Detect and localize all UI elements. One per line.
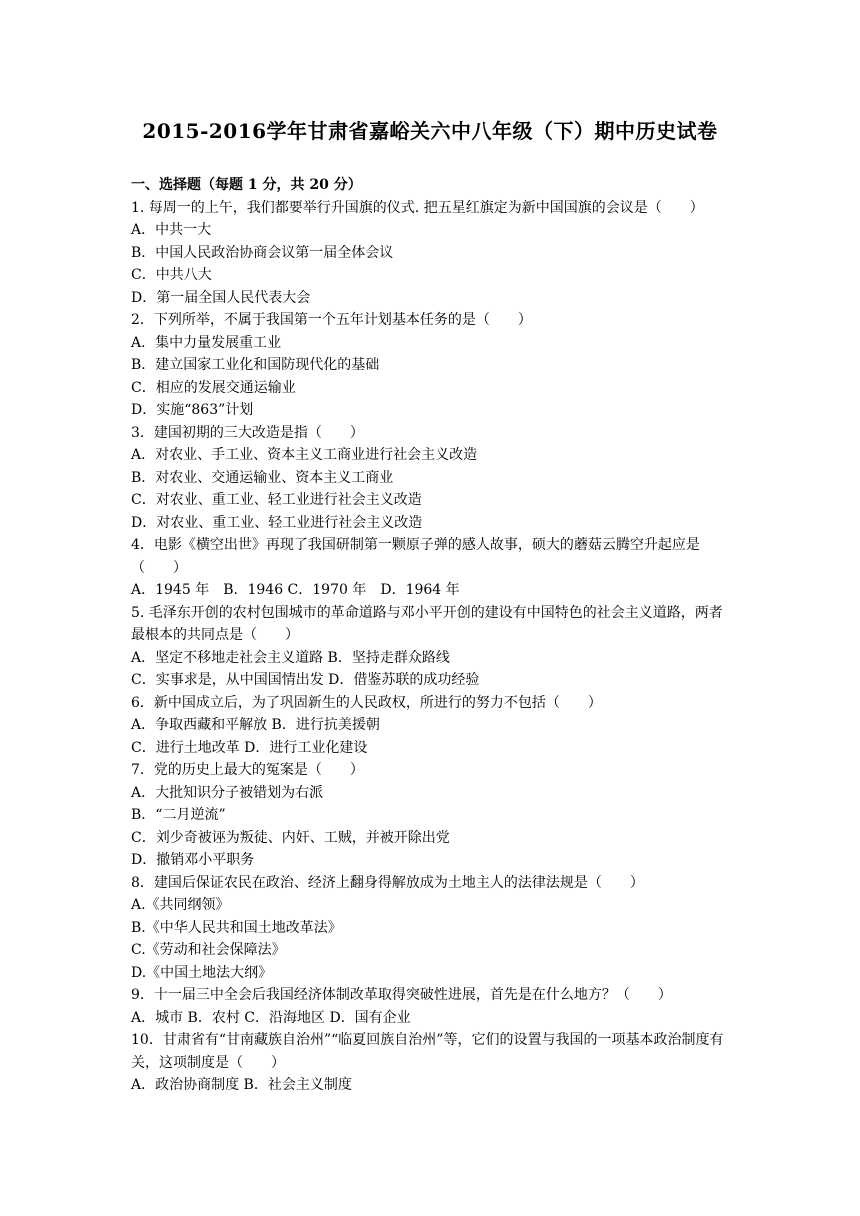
question-7 bbox=[131, 759, 736, 872]
option-c: C.《劳动和社会保障法》 bbox=[131, 942, 286, 958]
question-3 bbox=[131, 422, 736, 535]
question-1 bbox=[131, 197, 736, 310]
option-c: C．中共八大 bbox=[131, 267, 212, 283]
question-stem: 9．十一届三中全会后我国经济体制改革取得突破性进展，首先是在什么地方？（ ） bbox=[131, 987, 672, 1003]
option-c: C．对农业、重工业、轻工业进行社会主义改造 bbox=[131, 492, 422, 508]
option-a: A．对农业、手工业、资本主义工商业进行社会主义改造 bbox=[131, 447, 478, 463]
question-stem: 8．建国后保证农民在政治、经济上翻身得解放成为土地主人的法律法规是（ ） bbox=[131, 874, 644, 891]
question-stem: 3．建国初期的三大改造是指（ ） bbox=[131, 424, 364, 441]
option-row: A．1945 年 B．1946 C．1970 年 D．1964 年 bbox=[131, 582, 460, 598]
option-row-ab: A．坚定不移地走社会主义道路 B．坚持走群众路线 bbox=[131, 649, 450, 666]
option-a: A.《共同纲领》 bbox=[131, 897, 230, 913]
option-d: D．撤销邓小平职务 bbox=[131, 852, 255, 868]
section-heading: 一、选择题（每题 1 分，共 20 分） bbox=[131, 177, 362, 193]
option-d: D．实施“863”计划 bbox=[131, 402, 254, 418]
question-stem: 7．党的历史上最大的冤案是（ ） bbox=[131, 762, 364, 778]
question-4 bbox=[131, 534, 736, 602]
option-c: C．刘少奇被诬为叛徒、内奸、工贼，并被开除出党 bbox=[131, 829, 450, 846]
exam-content bbox=[131, 174, 736, 1097]
option-a: A．大批知识分子被错划为右派 bbox=[131, 784, 324, 801]
option-row: A．城市 B．农村 C．沿海地区 D．国有企业 bbox=[131, 1009, 411, 1026]
question-stem: 6．新中国成立后，为了巩固新生的人民政权，所进行的努力不包括（ ） bbox=[131, 694, 602, 711]
option-a: A．中共一大 bbox=[131, 222, 212, 238]
option-b: B．对农业、交通运输业、资本主义工商业 bbox=[131, 469, 394, 486]
option-b: B．“二月逆流” bbox=[131, 807, 226, 823]
question-5 bbox=[131, 602, 736, 692]
question-2 bbox=[131, 309, 736, 422]
option-b: B.《中华人民共和国土地改革法》 bbox=[131, 919, 342, 936]
option-row-cd: C．实事求是，从中国国情出发 D．借鉴苏联的成功经验 bbox=[131, 672, 480, 688]
question-stem: 4．电影《横空出世》再现了我国研制第一颗原子弹的感人故事，硕大的蘑菇云腾空升起应是（ ） bbox=[131, 537, 700, 576]
option-b: B．建立国家工业化和国防现代化的基础 bbox=[131, 357, 380, 373]
question-stem: 10．甘肃省有“甘南藏族自治州”“临夏回族自治州”等，它们的设置与我国的一项基本政治制度有关，这项制度是（ ） bbox=[131, 1032, 724, 1071]
option-c: C．相应的发展交通运输业 bbox=[131, 379, 296, 396]
question-stem: 2．下列所举，不属于我国第一个五年计划基本任务的是（ ） bbox=[131, 312, 532, 328]
question-stem: 5. 毛泽东开创的农村包围城市的革命道路与邓小平开创的建设有中国特色的社会主义道路，两者最根本的共同点是（ ） bbox=[131, 604, 723, 643]
question-9 bbox=[131, 984, 736, 1029]
option-d: D.《中国土地法大纲》 bbox=[131, 964, 273, 981]
page-title: 2015-2016学年甘肃省嘉峪关六中八年级（下）期中历史试卷 bbox=[142, 119, 718, 143]
question-6 bbox=[131, 692, 736, 760]
question-8 bbox=[131, 872, 736, 985]
question-10 bbox=[131, 1029, 736, 1097]
option-row-cd: C．进行土地改革 D．进行工业化建设 bbox=[131, 739, 368, 756]
option-row-ab: A．政治协商制度 B．社会主义制度 bbox=[131, 1077, 352, 1093]
option-d: D．第一届全国人民代表大会 bbox=[131, 289, 311, 306]
option-a: A．集中力量发展重工业 bbox=[131, 334, 282, 351]
option-b: B．中国人民政治协商会议第一届全体会议 bbox=[131, 244, 394, 261]
option-row-ab: A．争取西藏和平解放 B．进行抗美援朝 bbox=[131, 717, 380, 733]
option-d: D．对农业、重工业、轻工业进行社会主义改造 bbox=[131, 514, 423, 531]
question-stem: 1. 每周一的上午，我们都要举行升国旗的仪式. 把五星红旗定为新中国国旗的会议是（ ） bbox=[131, 199, 704, 216]
